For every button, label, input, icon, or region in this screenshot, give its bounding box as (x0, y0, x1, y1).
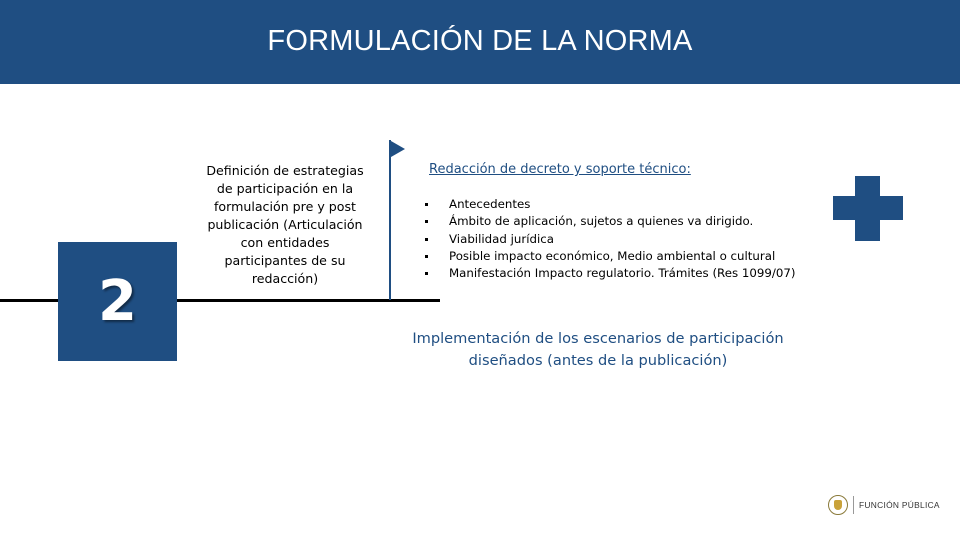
list-item-text: Manifestación Impacto regulatorio. Trámites (Res 1099/07) (449, 266, 796, 281)
plus-icon-horizontal (833, 196, 903, 220)
header-bar (0, 0, 960, 84)
redaction-heading: Redacción de decreto y soporte técnico: (429, 162, 691, 177)
definition-line: redacción) (251, 271, 319, 286)
implementation-line: Implementación de los escenarios de participación (412, 330, 784, 347)
list-item (425, 248, 795, 265)
logo-text: FUNCIÓN PÚBLICA (859, 500, 940, 510)
definition-line: Definición de estrategias (206, 163, 364, 178)
flag-pole (389, 140, 391, 300)
definition-line: participantes de su (224, 253, 346, 268)
list-item-text: Posible impacto económico, Medio ambiental o cultural (449, 248, 776, 263)
bullet-icon (425, 272, 428, 275)
bullet-icon (425, 220, 428, 223)
list-item (425, 265, 795, 282)
coat-of-arms-icon (828, 495, 848, 515)
implementation-text (398, 328, 798, 372)
definition-line: formulación pre y post (214, 199, 356, 214)
implementation-line: diseñados (antes de la publicación) (468, 352, 728, 369)
step-number-box (58, 242, 177, 361)
redaction-list (425, 196, 795, 282)
bullet-icon (425, 203, 428, 206)
list-item (425, 213, 795, 230)
list-item-text: Ámbito de aplicación, sujetos a quienes va dirigido. (449, 214, 754, 229)
definition-line: con entidades (240, 235, 330, 250)
step-number: 2 (98, 268, 137, 334)
bullet-icon (425, 238, 428, 241)
page-title: FORMULACIÓN DE LA NORMA (267, 24, 693, 57)
list-item-text: Viabilidad jurídica (449, 231, 554, 246)
list-item-text: Antecedentes (449, 197, 531, 211)
list-item (425, 196, 795, 213)
logo-divider (853, 496, 854, 514)
definition-line: de participación en la (216, 181, 354, 196)
list-item (425, 231, 795, 248)
definition-text (196, 162, 374, 288)
definition-line: publicación (Articulación (207, 217, 363, 232)
flag-icon (391, 141, 405, 157)
funcion-publica-logo (828, 495, 940, 515)
bullet-icon (425, 255, 428, 258)
